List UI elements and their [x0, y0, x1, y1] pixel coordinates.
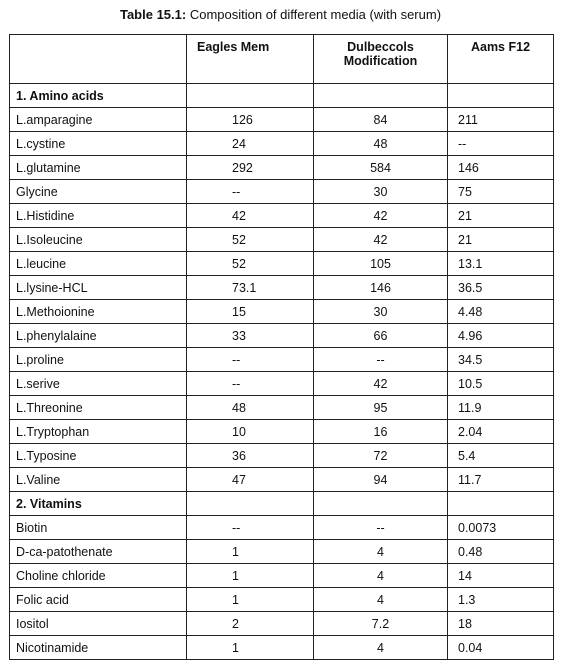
cell-eagles-mem: -- [187, 516, 314, 540]
cell-aams-f12: 11.9 [448, 396, 554, 420]
cell-dulbeccols: 95 [314, 396, 448, 420]
table-row [10, 468, 554, 492]
cell-eagles-mem: 52 [187, 252, 314, 276]
cell-component: 1. Amino acids [10, 84, 187, 108]
cell-eagles-mem: 2 [187, 612, 314, 636]
cell-eagles-mem: 292 [187, 156, 314, 180]
cell-eagles-mem: 42 [187, 204, 314, 228]
cell-component: L.Threonine [10, 396, 187, 420]
cell-dulbeccols: 4 [314, 588, 448, 612]
cell-component: L.cystine [10, 132, 187, 156]
cell-component: L.leucine [10, 252, 187, 276]
cell-component: L.Methoionine [10, 300, 187, 324]
cell-component: L.Tryptophan [10, 420, 187, 444]
cell-eagles-mem: 24 [187, 132, 314, 156]
cell-aams-f12: 14 [448, 564, 554, 588]
cell-dulbeccols: 16 [314, 420, 448, 444]
cell-eagles-mem: 15 [187, 300, 314, 324]
cell-eagles-mem: 36 [187, 444, 314, 468]
cell-eagles-mem: 1 [187, 636, 314, 660]
cell-dulbeccols: 584 [314, 156, 448, 180]
cell-aams-f12 [448, 84, 554, 108]
cell-aams-f12: 5.4 [448, 444, 554, 468]
table-row [10, 444, 554, 468]
cell-component: 2. Vitamins [10, 492, 187, 516]
table-row [10, 612, 554, 636]
header-cell-eagles-mem: Eagles Mem [187, 35, 314, 84]
cell-component: L.phenylalaine [10, 324, 187, 348]
cell-component: Folic acid [10, 588, 187, 612]
cell-aams-f12: 36.5 [448, 276, 554, 300]
cell-eagles-mem: 52 [187, 228, 314, 252]
table-row [10, 252, 554, 276]
cell-component: L.Histidine [10, 204, 187, 228]
table-row [10, 300, 554, 324]
header-cell-aams-f12: Aams F12 [448, 35, 554, 84]
cell-eagles-mem: -- [187, 372, 314, 396]
cell-aams-f12: 10.5 [448, 372, 554, 396]
caption-label: Table 15.1: [119, 7, 187, 22]
cell-dulbeccols: 42 [314, 204, 448, 228]
cell-component: L.Isoleucine [10, 228, 187, 252]
table-body [10, 84, 554, 660]
cell-component: L.Valine [10, 468, 187, 492]
cell-eagles-mem: 1 [187, 564, 314, 588]
cell-dulbeccols: 30 [314, 300, 448, 324]
cell-aams-f12: -- [448, 132, 554, 156]
header-cell-component [10, 35, 187, 84]
cell-eagles-mem: 1 [187, 588, 314, 612]
cell-dulbeccols: 94 [314, 468, 448, 492]
cell-component: L.proline [10, 348, 187, 372]
table-row [10, 348, 554, 372]
cell-aams-f12: 13.1 [448, 252, 554, 276]
cell-dulbeccols [314, 492, 448, 516]
cell-dulbeccols: 66 [314, 324, 448, 348]
cell-aams-f12: 4.96 [448, 324, 554, 348]
table-row [10, 204, 554, 228]
cell-aams-f12: 11.7 [448, 468, 554, 492]
caption-text: Composition of different media (with serum) [189, 7, 442, 22]
cell-dulbeccols: 146 [314, 276, 448, 300]
cell-aams-f12: 21 [448, 204, 554, 228]
table-row [10, 228, 554, 252]
cell-aams-f12: 211 [448, 108, 554, 132]
cell-aams-f12: 21 [448, 228, 554, 252]
cell-component: Glycine [10, 180, 187, 204]
table-row [10, 324, 554, 348]
cell-aams-f12: 2.04 [448, 420, 554, 444]
header-row [10, 35, 554, 84]
cell-eagles-mem: 47 [187, 468, 314, 492]
cell-eagles-mem [187, 84, 314, 108]
cell-dulbeccols: 4 [314, 540, 448, 564]
table-row [10, 420, 554, 444]
cell-eagles-mem [187, 492, 314, 516]
cell-dulbeccols: 42 [314, 228, 448, 252]
cell-aams-f12 [448, 492, 554, 516]
cell-aams-f12: 18 [448, 612, 554, 636]
cell-dulbeccols: 42 [314, 372, 448, 396]
cell-component: L.lysine-HCL [10, 276, 187, 300]
cell-dulbeccols: -- [314, 516, 448, 540]
cell-aams-f12: 0.48 [448, 540, 554, 564]
cell-eagles-mem: -- [187, 348, 314, 372]
cell-eagles-mem: -- [187, 180, 314, 204]
section-row [10, 492, 554, 516]
table-row [10, 588, 554, 612]
media-composition-table [9, 34, 554, 660]
cell-dulbeccols: 4 [314, 564, 448, 588]
table-row [10, 180, 554, 204]
cell-aams-f12: 34.5 [448, 348, 554, 372]
cell-dulbeccols: 30 [314, 180, 448, 204]
cell-component: L.Typosine [10, 444, 187, 468]
cell-dulbeccols: 4 [314, 636, 448, 660]
table-row [10, 564, 554, 588]
table-row [10, 372, 554, 396]
cell-component: L.amparagine [10, 108, 187, 132]
cell-component: D-ca-patothenate [10, 540, 187, 564]
cell-aams-f12: 146 [448, 156, 554, 180]
table-row [10, 636, 554, 660]
cell-component: L.serive [10, 372, 187, 396]
cell-dulbeccols: 48 [314, 132, 448, 156]
table-caption [0, 7, 561, 23]
header-cell-dulbeccols-modification: Dulbeccols Modification [314, 35, 448, 84]
cell-component: L.glutamine [10, 156, 187, 180]
cell-eagles-mem: 1 [187, 540, 314, 564]
cell-aams-f12: 75 [448, 180, 554, 204]
section-row [10, 84, 554, 108]
cell-component: Nicotinamide [10, 636, 187, 660]
cell-aams-f12: 4.48 [448, 300, 554, 324]
cell-eagles-mem: 10 [187, 420, 314, 444]
cell-dulbeccols: 84 [314, 108, 448, 132]
cell-dulbeccols: 105 [314, 252, 448, 276]
table-row [10, 156, 554, 180]
table-row [10, 396, 554, 420]
cell-aams-f12: 0.04 [448, 636, 554, 660]
cell-dulbeccols: -- [314, 348, 448, 372]
cell-component: Iositol [10, 612, 187, 636]
cell-aams-f12: 1.3 [448, 588, 554, 612]
table-row [10, 132, 554, 156]
cell-aams-f12: 0.0073 [448, 516, 554, 540]
cell-dulbeccols: 72 [314, 444, 448, 468]
table-row [10, 108, 554, 132]
cell-dulbeccols [314, 84, 448, 108]
table-header [10, 35, 554, 84]
cell-eagles-mem: 126 [187, 108, 314, 132]
table-row [10, 516, 554, 540]
table-row [10, 540, 554, 564]
cell-eagles-mem: 48 [187, 396, 314, 420]
cell-component: Choline chloride [10, 564, 187, 588]
cell-eagles-mem: 33 [187, 324, 314, 348]
cell-component: Biotin [10, 516, 187, 540]
cell-eagles-mem: 73.1 [187, 276, 314, 300]
cell-dulbeccols: 7.2 [314, 612, 448, 636]
table-row [10, 276, 554, 300]
